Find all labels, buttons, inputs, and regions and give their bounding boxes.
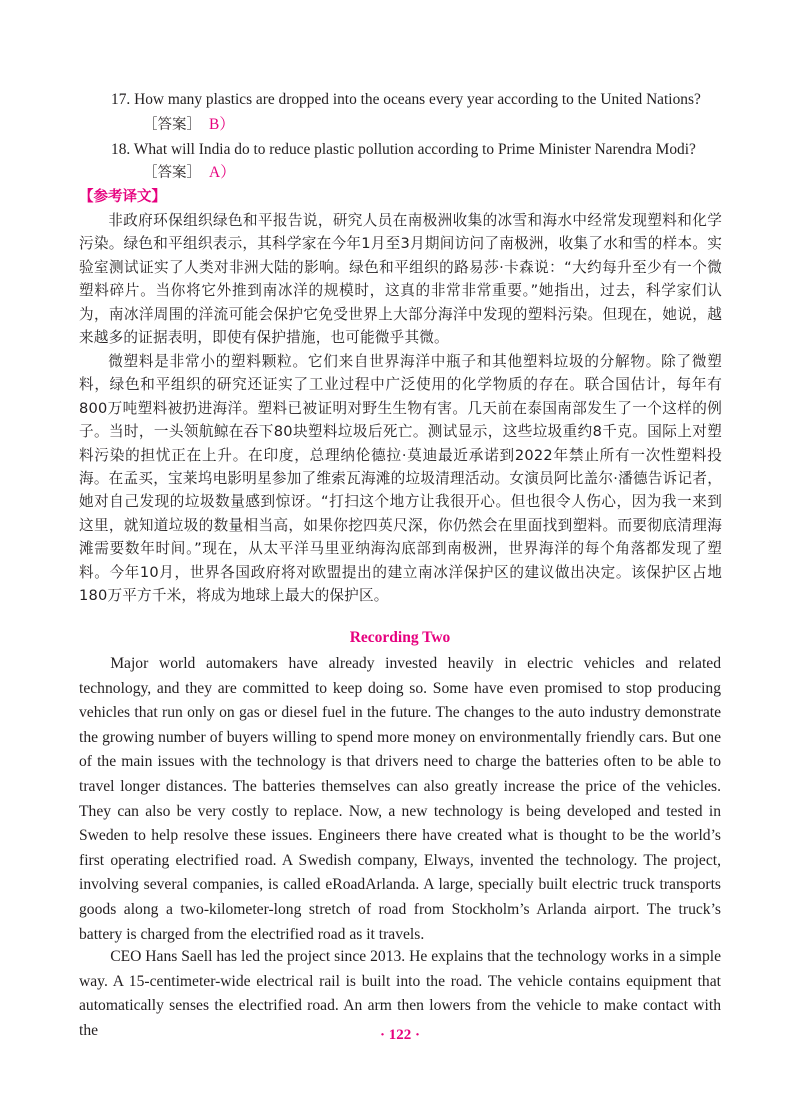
reference-translation-heading: 【参考译文】: [79, 189, 166, 205]
answer-label: ［答案］: [143, 117, 201, 133]
question-18: 18. What will India do to reduce plastic pollution according to Prime Minister Narendra Modi?: [111, 141, 696, 158]
answer-17: [143, 115, 235, 135]
question-17: 17. How many plastics are dropped into the oceans every year according to the United Nations?: [111, 91, 701, 108]
section-title: Recording Two: [349, 629, 451, 646]
answer-label: ［答案］: [143, 165, 201, 181]
english-paragraph-2: CEO Hans Saell has led the project since 2013. He explains that the technology works in a simple way. A 15-centimeter-wide electrical rail is built into the road. The vehicle contains equipment that automatically senses the electrified road. An arm then lowers from the vehicle to make contact with the: [79, 948, 721, 1039]
answer-18: [143, 163, 236, 183]
chinese-paragraph-1: 非政府环保组织绿色和平报告说，研究人员在南极洲收集的冰雪和海水中经常发现塑料和化学污染。绿色和平组织表示，其科学家在今年1月至3月期间访问了南极洲，收集了水和雪的样本。实验室测试证实了人类对非洲大陆的影响。绿色和平组织的路易莎·卡森说：“大约每升至少有一个微塑料碎片。当你将它外推到南冰洋的规模时，这真的非常非常重要。”她指出，过去，科学家们认为，南冰洋周围的洋流可能会保护它免受世界上大部分海洋中发现的塑料污染。但现在，她说，越来越多的证据表明，即使有保护措施，也可能微乎其微。: [79, 212, 722, 347]
answer-letter: B）: [209, 116, 235, 133]
chinese-paragraph-2: 微塑料是非常小的塑料颗粒。它们来自世界海洋中瓶子和其他塑料垃圾的分解物。除了微塑料，绿色和平组织的研究还证实了工业过程中广泛使用的化学物质的存在。联合国估计，每年有800万吨塑料被扔进海洋。塑料已被证明对野生生物有害。几天前在泰国南部发生了一个这样的例子。当时，一头领航鲸在吞下80块塑料垃圾后死亡。测试显示，这些垃圾重约8千克。国际上对塑料污染的担忧正在上升。在印度，总理纳伦德拉·莫迪最近承诺到2022年禁止所有一次性塑料投海。在孟买，宝莱坞电影明星参加了维索瓦海滩的垃圾清理活动。女演员阿比盖尔·潘德告诉记者，她对自己发现的垃圾数量感到惊讶。“打扫这个地方让我很开心。但也很令人伤心，因为我一来到这里，就知道垃圾的数量相当高，如果你挖四英尺深，你仍然会在里面找到塑料。而要彻底清理海滩需要数年时间。”现在，从太平洋马里亚纳海沟底部到南极洲，世界海洋的每个角落都发现了塑料。今年10月，世界各国政府将对欧盟提出的建立南冰洋保护区的建议做出决定。该保护区占地180万平方千米，将成为地球上最大的保护区。: [79, 353, 722, 605]
page-number: · 122 ·: [379, 1027, 420, 1043]
answer-letter: A）: [209, 164, 236, 181]
english-paragraph-1: Major world automakers have already invested heavily in electric vehicles and related technology, and they are committed to keep doing so. Some have even promised to stop producing vehicles that run only on gas or diesel fuel in the future. The changes to the auto industry demonstrate the growing number of buyers willing to spend more money on environmentally friendly cars. But one of the main issues with the technology is that drivers need to charge the batteries often to be able to travel longer distances. The batteries themselves can also greatly increase the price of the vehicles. They can also be very costly to replace. Now, a new technology is being developed and tested in Sweden to help resolve these issues. Engineers there have created what is thought to be the world’s first operating electrified road. A Swedish company, Elways, invented the technology. The project, involving several companies, is called eRoadArlanda. A large, specially built electric truck transports goods along a two-kilometer-long stretch of road from Stockholm’s Arlanda airport. The truck’s battery is charged from the electrified road as it travels.: [79, 655, 721, 943]
